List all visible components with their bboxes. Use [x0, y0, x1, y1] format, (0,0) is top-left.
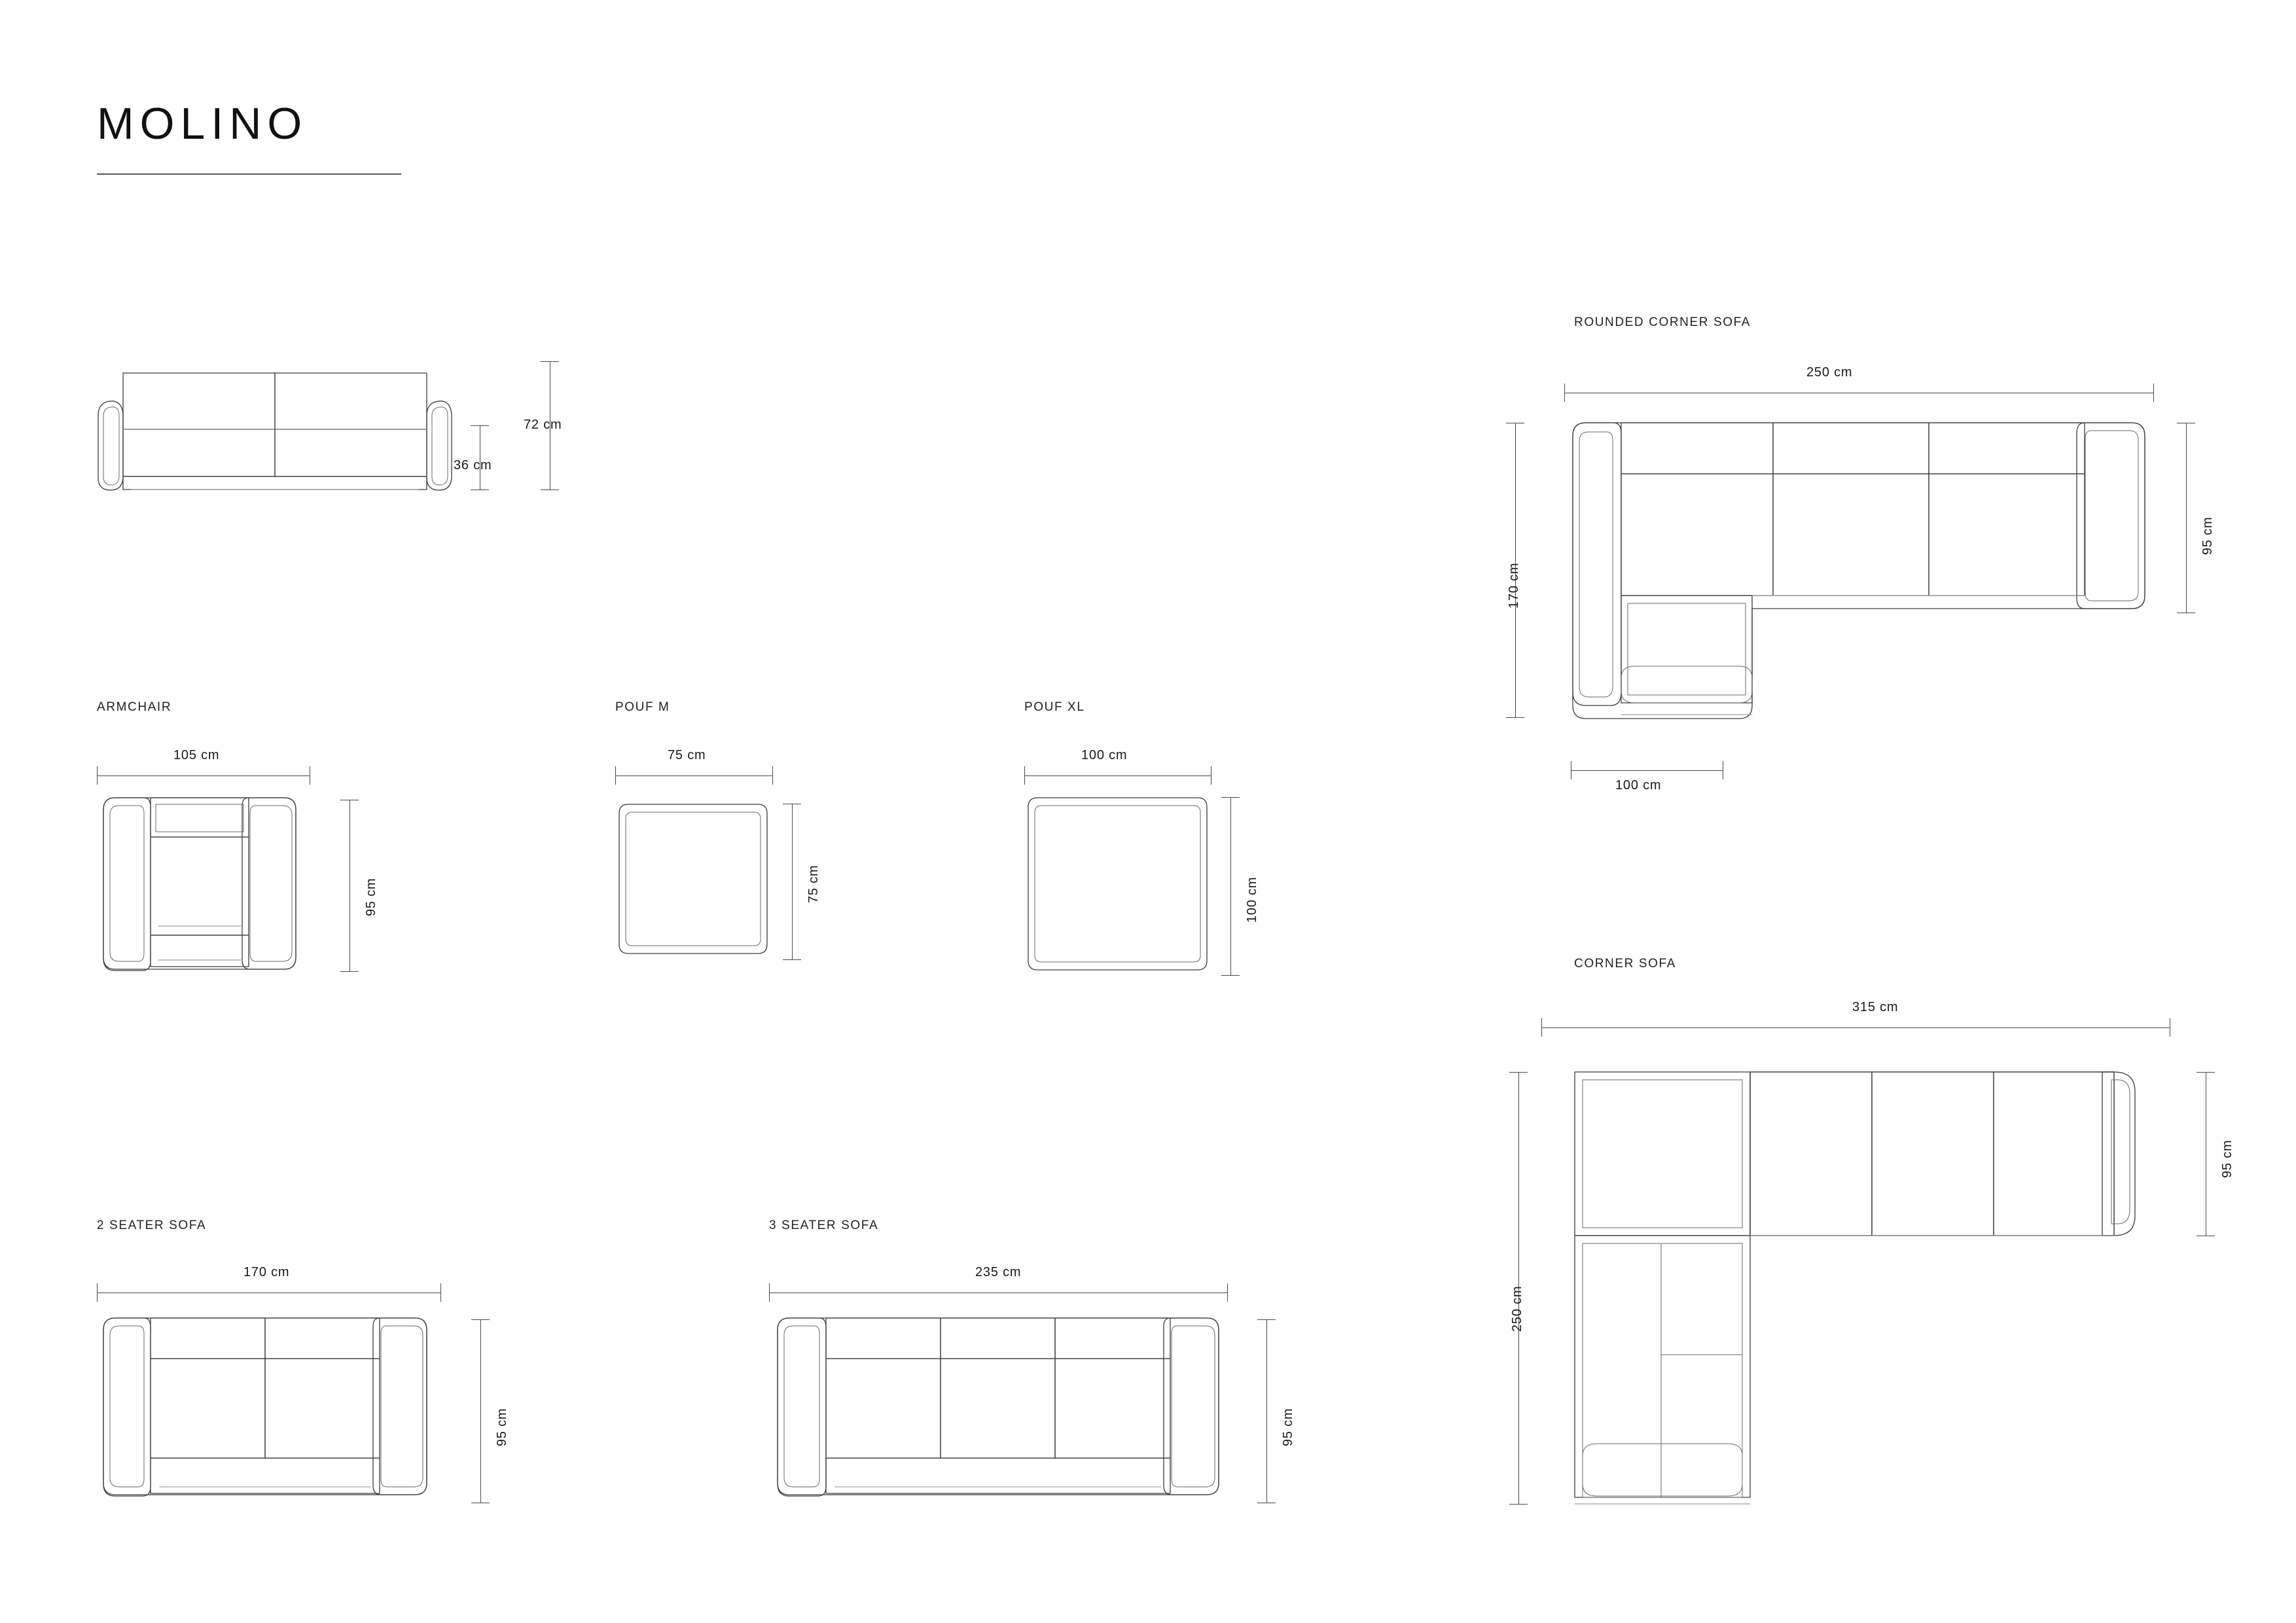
front-dim-36-tick-top [471, 425, 489, 426]
sofa-2-caption: 2 SEATER SOFA [97, 1219, 207, 1232]
sofa-3-drawing [772, 1315, 1224, 1499]
pouf-m-dim-width-tick-left [615, 766, 616, 785]
pouf-m-drawing [615, 802, 771, 959]
sofa-2-dim-depth-tick-top [471, 1319, 490, 1320]
title-block [97, 101, 404, 175]
sofa-2-dim-width-tick-right [440, 1283, 441, 1302]
rounded-dim-leg-label: 100 cm [1615, 778, 1662, 793]
pouf-xl-caption: POUF XL [1024, 700, 1085, 714]
corner-dim-depth250-tick-bottom [1509, 1504, 1528, 1505]
corner-sofa-caption: CORNER SOFA [1574, 957, 1676, 971]
rounded-dim-width-tick-right [2153, 383, 2154, 402]
armchair-drawing [98, 795, 301, 972]
title-divider [97, 173, 401, 175]
rounded-dim-depth170-tick-bottom [1506, 717, 1524, 718]
sofa-2-dim-depth-label: 95 cm [495, 1408, 509, 1446]
front-dim-36-label: 36 cm [454, 458, 492, 473]
pouf-xl-dim-depth-tick-bottom [1221, 975, 1240, 976]
pouf-m-caption: POUF M [615, 700, 670, 714]
corner-sofa-drawing [1571, 1067, 2173, 1525]
corner-dim-width-tick-left [1541, 1018, 1542, 1037]
rounded-dim-width-tick-left [1564, 383, 1565, 402]
pouf-xl-dim-width-tick-left [1024, 766, 1025, 785]
pouf-xl-dim-depth-tick-top [1221, 797, 1240, 798]
corner-dim-depth250-label: 250 cm [1510, 1285, 1524, 1332]
rounded-dim-depth95-label: 95 cm [2200, 516, 2215, 555]
front-dim-72-label: 72 cm [524, 418, 562, 432]
corner-dim-width-line [1541, 1027, 2170, 1028]
sofa-3-dim-depth-tick-top [1257, 1319, 1276, 1320]
rounded-dim-depth170-label: 170 cm [1507, 562, 1521, 609]
pouf-m-dim-depth-tick-bottom [783, 959, 801, 960]
corner-dim-depth95-label: 95 cm [2220, 1139, 2234, 1178]
sofa-3-dim-depth-line [1266, 1319, 1267, 1503]
front-view-sofa-drawing [92, 353, 458, 504]
armchair-dim-depth-label: 95 cm [364, 878, 378, 916]
pouf-m-dim-width-label: 75 cm [668, 748, 706, 762]
pouf-m-dim-depth-line [792, 804, 793, 959]
sofa-2-dim-depth-line [480, 1319, 481, 1503]
pouf-m-dim-width-tick-right [772, 766, 773, 785]
armchair-dim-width-label: 105 cm [173, 748, 220, 762]
sofa-2-drawing [98, 1315, 432, 1499]
pouf-xl-dim-depth-line [1230, 797, 1231, 975]
sofa-3-dim-width-label: 235 cm [975, 1265, 1022, 1279]
sofa-3-dim-depth-label: 95 cm [1281, 1408, 1295, 1446]
sofa-3-dim-width-tick-left [769, 1283, 770, 1302]
armchair-caption: ARMCHAIR [97, 700, 172, 714]
rounded-dim-leg-line [1571, 770, 1723, 771]
rounded-corner-sofa-caption: ROUNDED CORNER SOFA [1574, 315, 1751, 329]
sofa-2-dim-width-label: 170 cm [243, 1265, 290, 1279]
armchair-dim-width-tick-left [97, 766, 98, 785]
page-title: MOLINO [97, 99, 308, 149]
pouf-xl-dim-depth-label: 100 cm [1245, 876, 1259, 923]
pouf-m-dim-depth-label: 75 cm [806, 865, 821, 903]
rounded-dim-depth95-line [2186, 423, 2187, 613]
pouf-xl-drawing [1024, 795, 1211, 975]
corner-dim-width-label: 315 cm [1852, 1000, 1899, 1014]
corner-dim-depth95-tick-top [2197, 1072, 2215, 1073]
pouf-xl-dim-width-label: 100 cm [1081, 748, 1128, 762]
sofa-3-caption: 3 SEATER SOFA [769, 1219, 879, 1232]
rounded-corner-sofa-drawing [1568, 419, 2150, 726]
sofa-3-dim-width-tick-right [1227, 1283, 1228, 1302]
armchair-dim-depth-tick-bottom [340, 971, 359, 972]
front-dim-72-tick-top [541, 361, 559, 362]
sofa-2-dim-width-tick-left [97, 1283, 98, 1302]
rounded-dim-width-label: 250 cm [1806, 365, 1853, 380]
corner-dim-depth250-tick-top [1509, 1072, 1528, 1073]
